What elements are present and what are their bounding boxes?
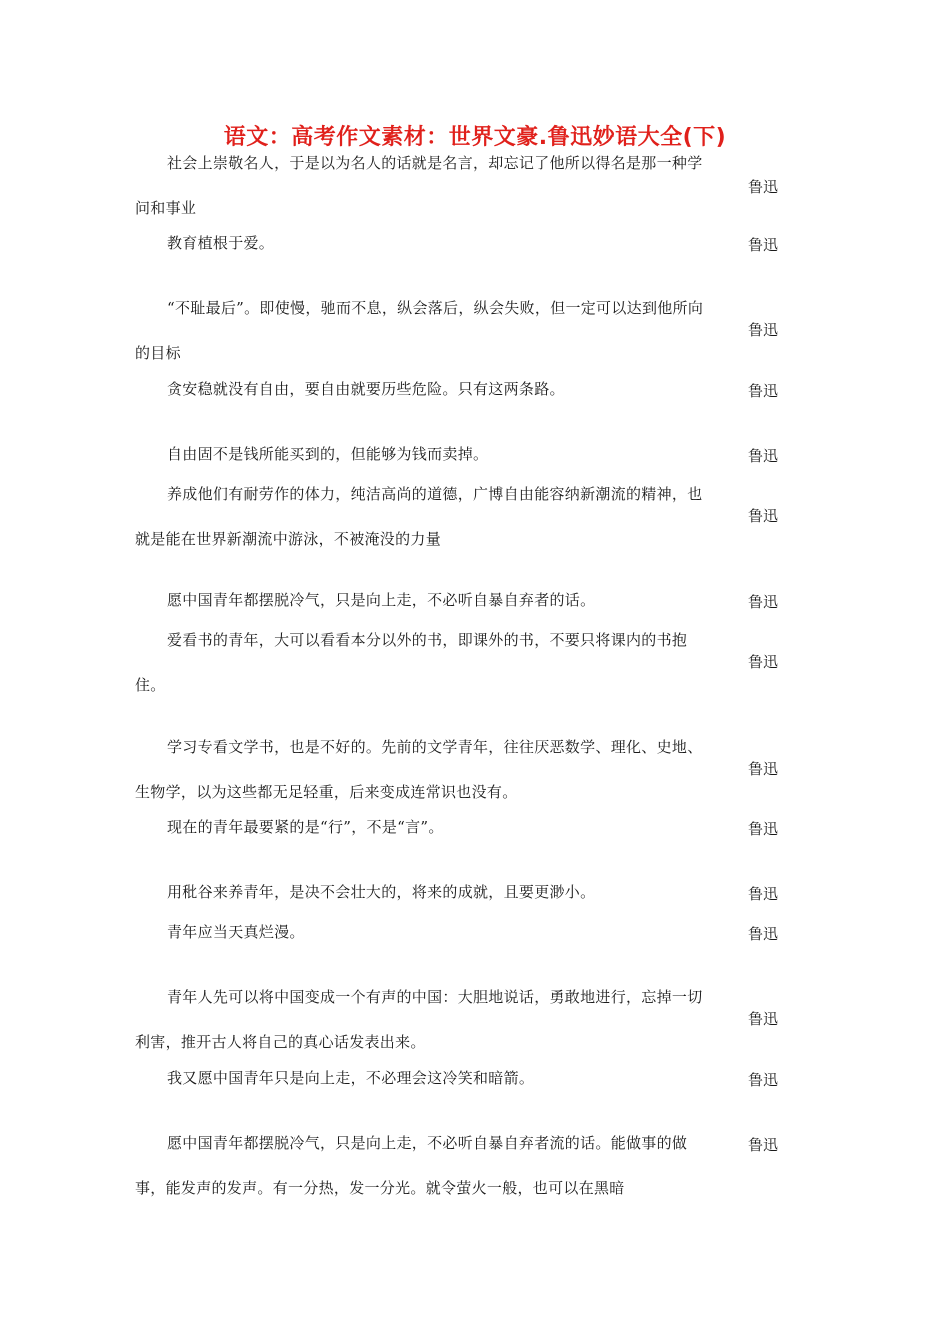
quote-text: 愿中国青年都摆脱冷气，只是向上走，不必听自暴自弃者流的话。能做事的做事，能发声的发声。有一分热，发一分光。就令萤火一般，也可以在黑暗 [135, 1134, 688, 1197]
quote-author: 鲁迅 [748, 925, 779, 943]
quote-author: 鲁迅 [748, 885, 779, 903]
quote-text: 现在的青年最要紧的是“行”，不是“言”。 [167, 818, 444, 836]
quote-text: 愿中国青年都摆脱冷气，只是向上走，不必听自暴自弃者的话。 [167, 591, 596, 609]
quote-author: 鲁迅 [748, 447, 779, 465]
quote-text: 自由固不是钱所能买到的，但能够为钱而卖掉。 [167, 445, 489, 463]
quote-text: 养成他们有耐劳作的体力，纯洁高尚的道德，广博自由能容纳新潮流的精神，也就是能在世界新潮流中游泳，不被淹没的力量 [135, 485, 703, 548]
quote-text: 青年人先可以将中国变成一个有声的中国：大胆地说话，勇敢地进行，忘掉一切利害，推开古人将自己的真心话发表出来。 [135, 988, 703, 1051]
quote-text: 学习专看文学书，也是不好的。先前的文学青年，往往厌恶数学、理化、史地、生物学，以为这些都无足轻重，后来变成连常识也没有。 [135, 738, 703, 801]
quote-author: 鲁迅 [748, 760, 779, 778]
quote-author: 鲁迅 [748, 178, 779, 196]
quote-author: 鲁迅 [748, 593, 779, 611]
quote-text: 用秕谷来养青年，是决不会壮大的，将来的成就，且要更渺小。 [167, 883, 596, 901]
quote-author: 鲁迅 [748, 321, 779, 339]
document-title: 语文：高考作文素材：世界文豪.鲁迅妙语大全(下) [223, 125, 727, 150]
quote-text: 教育植根于爱。 [167, 234, 275, 252]
quote-author: 鲁迅 [748, 382, 779, 400]
quote-author: 鲁迅 [748, 1010, 779, 1028]
quote-author: 鲁迅 [748, 820, 779, 838]
quote-text: 青年应当天真烂漫。 [167, 923, 305, 941]
quote-author: 鲁迅 [748, 653, 779, 671]
quote-text: 我又愿中国青年只是向上走，不必理会这冷笑和暗箭。 [167, 1069, 535, 1087]
quote-author: 鲁迅 [748, 1136, 779, 1154]
quote-author: 鲁迅 [748, 236, 779, 254]
quote-author: 鲁迅 [748, 507, 779, 525]
quote-text: “不耻最后”。即使慢，驰而不息，纵会落后，纵会失败，但一定可以达到他所向的目标 [135, 299, 704, 362]
quote-text: 爱看书的青年，大可以看看本分以外的书，即课外的书，不要只将课内的书抱住。 [135, 631, 688, 694]
quote-text: 贪安稳就没有自由，要自由就要历些危险。只有这两条路。 [167, 380, 565, 398]
quote-text: 社会上崇敬名人，于是以为名人的话就是名言，却忘记了他所以得名是那一种学问和事业 [135, 154, 703, 217]
quote-author: 鲁迅 [748, 1071, 779, 1089]
